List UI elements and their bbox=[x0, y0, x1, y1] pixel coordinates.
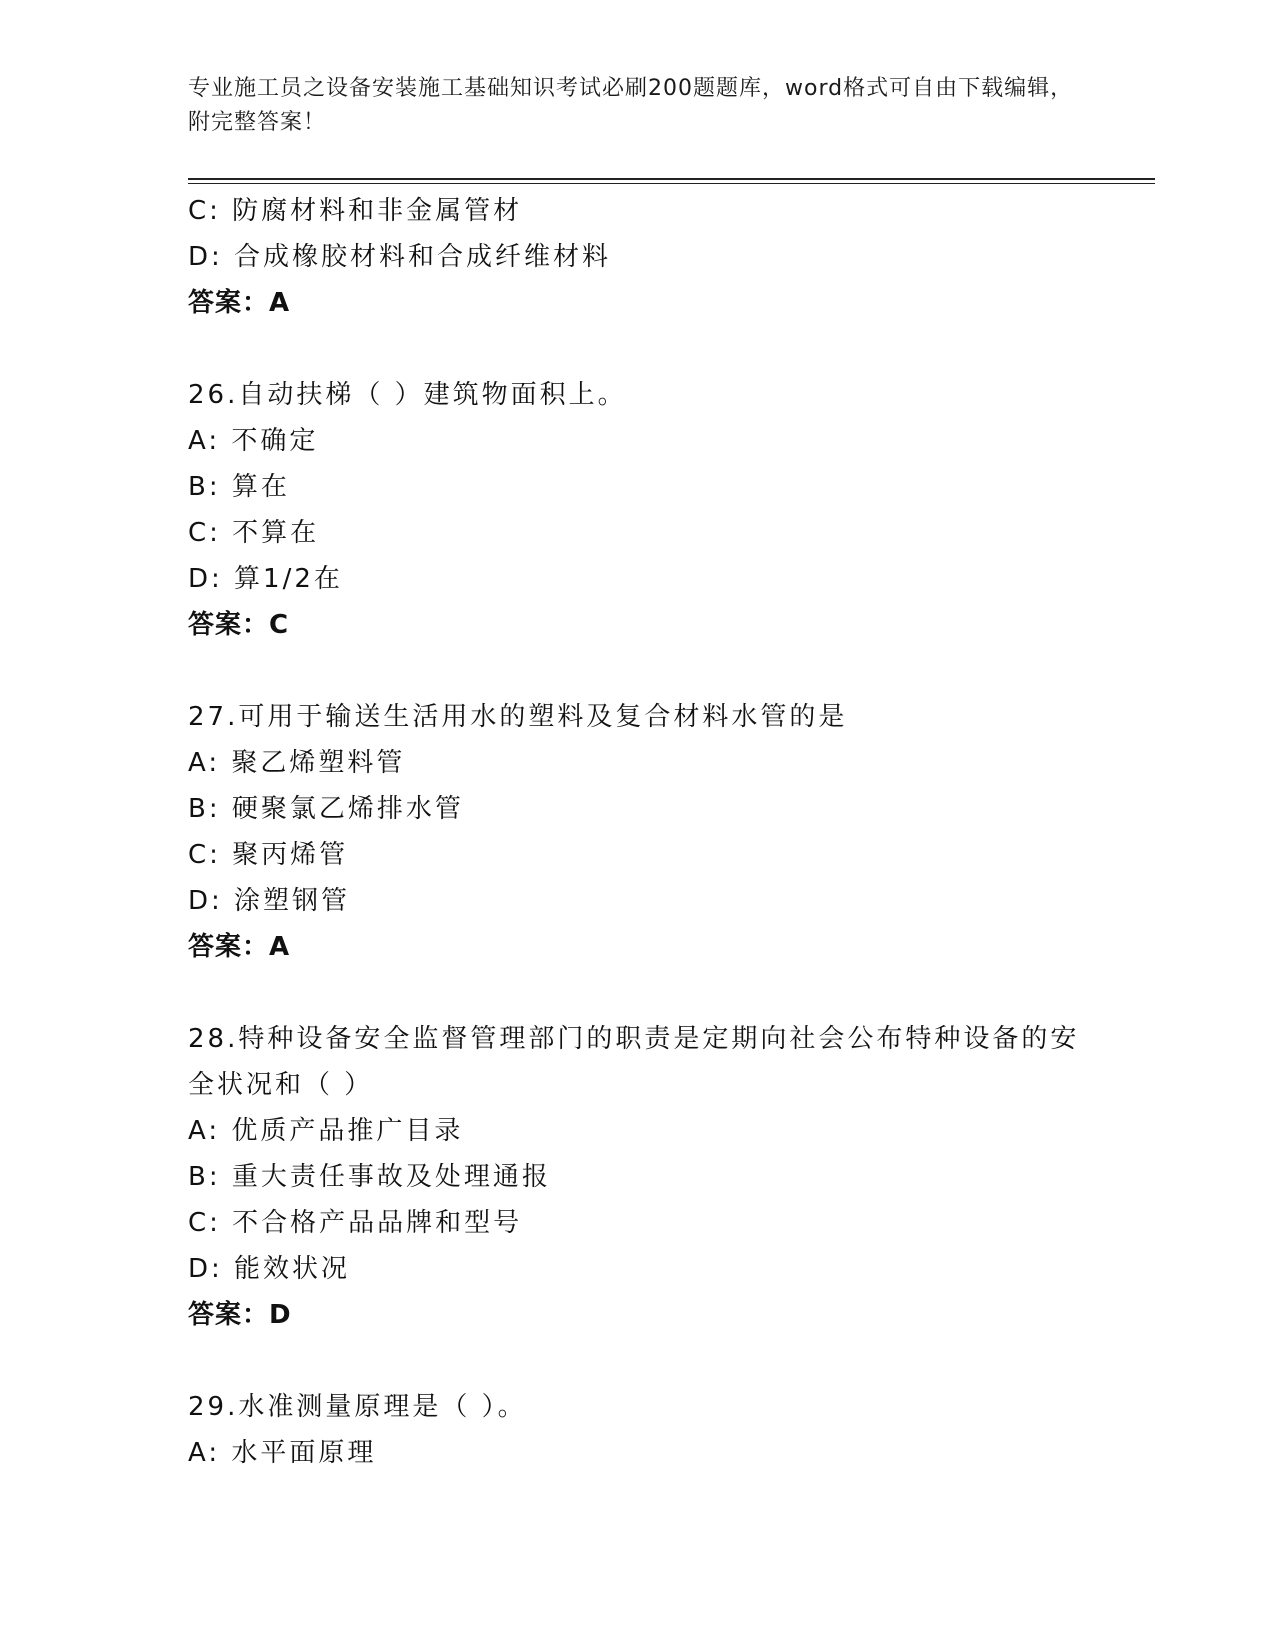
option-d: D: 算1/2在 bbox=[188, 564, 343, 594]
option-c: C: 不合格产品品牌和型号 bbox=[188, 1208, 523, 1238]
option-a: A: 水平面原理 bbox=[188, 1438, 377, 1468]
option-c: C: 不算在 bbox=[188, 518, 320, 548]
option-b: B: 硬聚氯乙烯排水管 bbox=[188, 794, 464, 824]
document-body bbox=[188, 188, 1088, 1476]
answer: 答案：A bbox=[188, 288, 291, 318]
option-c: C: 聚丙烯管 bbox=[188, 840, 349, 870]
question-26 bbox=[188, 372, 1088, 648]
option-d: D: 涂塑钢管 bbox=[188, 886, 351, 916]
header-divider bbox=[188, 178, 1155, 180]
answer: 答案：A bbox=[188, 932, 291, 962]
option-d: D: 合成橡胶材料和合成纤维材料 bbox=[188, 242, 612, 272]
question-stem: 28.特种设备安全监督管理部门的职责是定期向社会公布特种设备的安全状况和（ ） bbox=[188, 1024, 1080, 1100]
question-28 bbox=[188, 1016, 1088, 1338]
page-header: 专业施工员之设备安装施工基础知识考试必刷200题题库，word格式可自由下载编辑，附完整答案！ bbox=[188, 76, 1074, 135]
option-d: D: 能效状况 bbox=[188, 1254, 351, 1284]
question-stem: 27.可用于输送生活用水的塑料及复合材料水管的是 bbox=[188, 702, 848, 732]
question-27 bbox=[188, 694, 1088, 970]
option-a: A: 聚乙烯塑料管 bbox=[188, 748, 406, 778]
option-b: B: 重大责任事故及处理通报 bbox=[188, 1162, 551, 1192]
option-b: B: 算在 bbox=[188, 472, 290, 502]
answer: 答案：C bbox=[188, 610, 290, 640]
question-29 bbox=[188, 1384, 1088, 1476]
question-stem: 26.自动扶梯（ ）建筑物面积上。 bbox=[188, 380, 627, 410]
answer: 答案：D bbox=[188, 1300, 292, 1330]
question-stem: 29.水准测量原理是（ ）。 bbox=[188, 1392, 527, 1422]
option-a: A: 优质产品推广目录 bbox=[188, 1116, 464, 1146]
option-c: C: 防腐材料和非金属管材 bbox=[188, 196, 523, 226]
option-a: A: 不确定 bbox=[188, 426, 319, 456]
